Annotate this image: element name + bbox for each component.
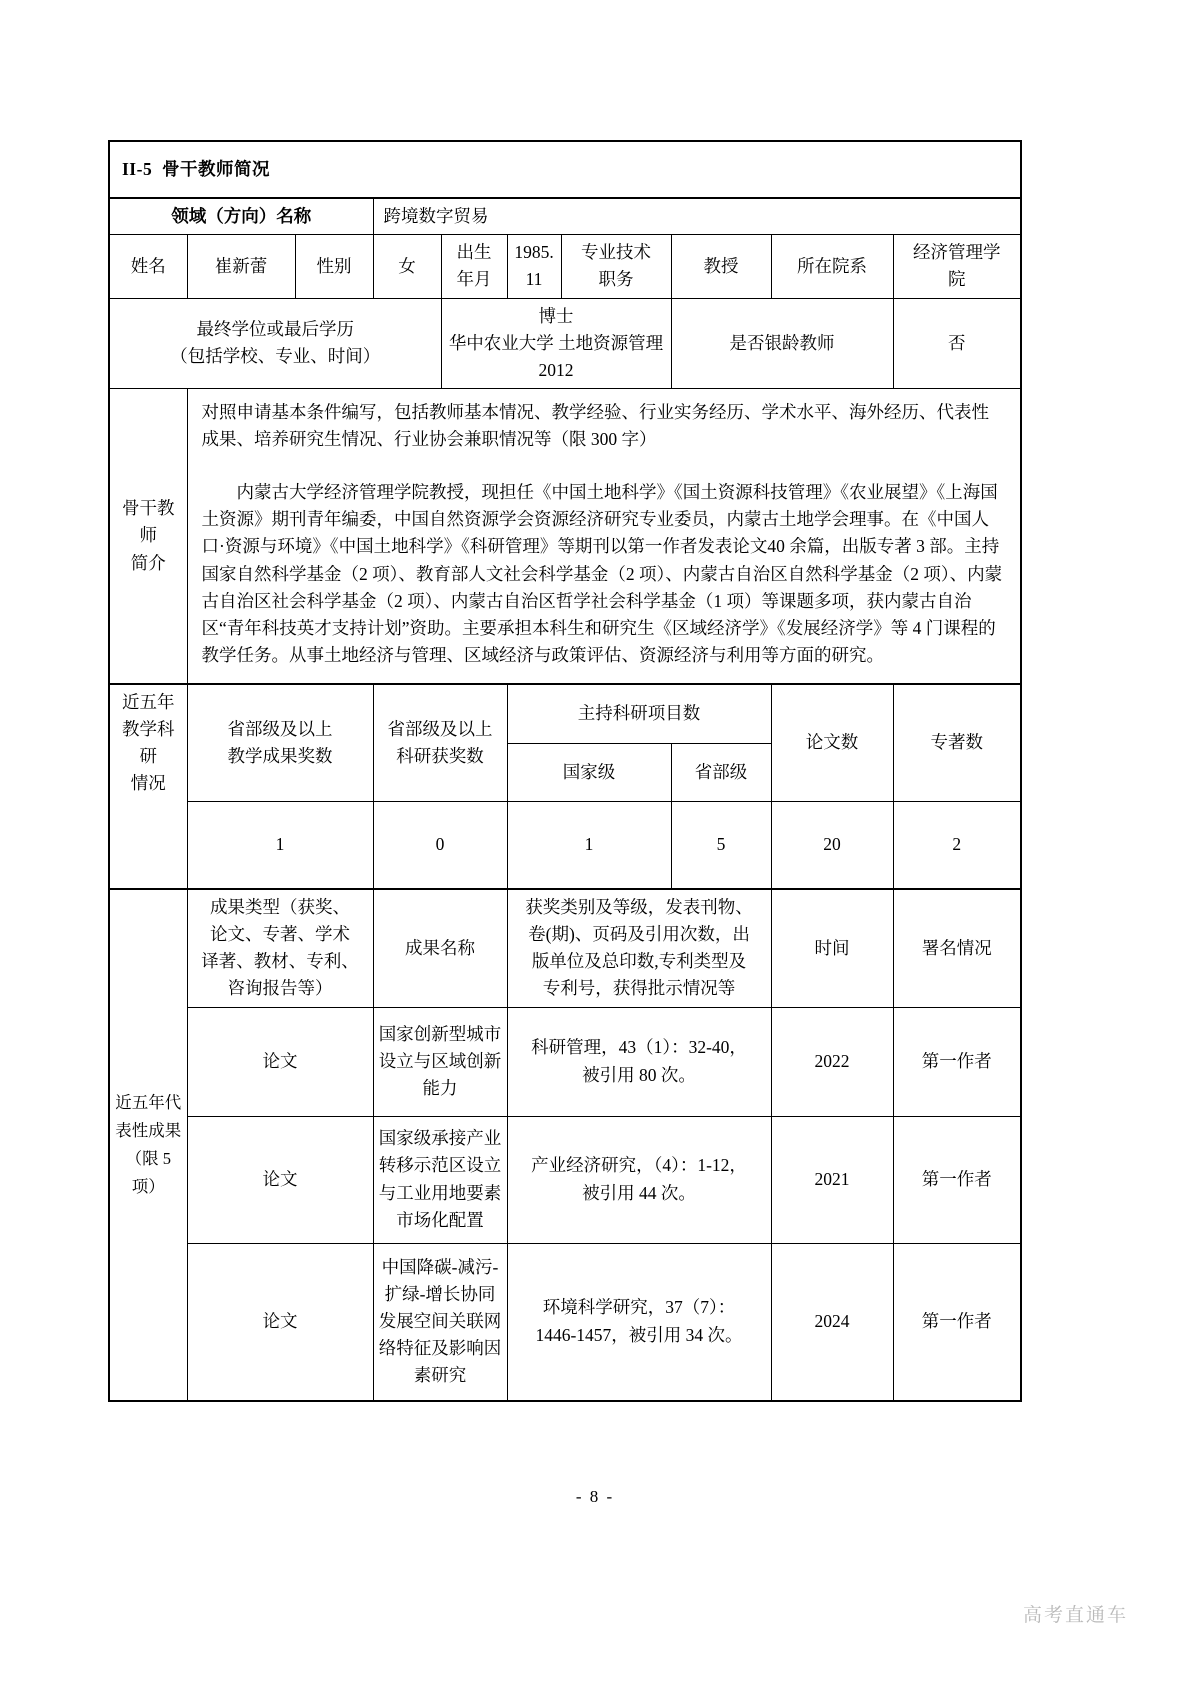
achievement-type: 论文: [187, 1243, 373, 1401]
ach-type-line1: 成果类型（获奖、: [210, 897, 350, 917]
stats-row-label-line3: 情况: [130, 773, 166, 794]
degree-row: [109, 298, 1021, 388]
name-label: 姓名: [109, 235, 187, 298]
research-award-line2: 科研获奖数: [396, 746, 484, 766]
birth-value-line1: 1985.: [514, 242, 554, 263]
field-label: 领域（方向）名称: [109, 198, 373, 235]
stats-row-label-line2: 教学科研: [122, 719, 175, 767]
achievements-header-authorship: 署名情况: [893, 889, 1021, 1007]
bio-content: 内蒙古大学经济管理学院教授，现担任《中国土地科学》《国土资源科技管理》《农业展望》《上海国土资源》期刊青年编委，中国自然资源学会资源经济研究专业委员，内蒙古土地学会理事。在《中国人口·资源与环境》《中国土地科学》《科研管理》等期刊以第一作者发表论文40 余篇，出版专著 3 部。主持国家自然科学基金（2 项）、教育部人文社会科学基金（2 项）、内蒙古自治区自然科学基金（2 项）、内蒙古自治区社会科学基金（2 项）、内蒙古自治区哲学社会科学基金（1 项）等课题多项，获内蒙古自治区“青年科技英才支持计划”资助。主要承担本科生和研究生《区域经济学》《发展经济学》等 4 门课程的教学任务。从事土地经济与管理、区域经济与政策评估、资源经济与利用等方面的研究。: [201, 482, 1003, 665]
achievement-authorship: 第一作者: [893, 1007, 1021, 1116]
senior-teacher-value: 否: [893, 298, 1021, 388]
department-label: 所在院系: [771, 235, 893, 298]
gender-label: 性别: [295, 235, 373, 298]
achievements-row-label-text: 近五年代 表性成果 （限 5 项）: [115, 1092, 182, 1196]
name-value: 崔新蕾: [187, 235, 295, 298]
table-row: [109, 1007, 1021, 1116]
table-row: [109, 1116, 1021, 1243]
achievement-detail: [507, 1007, 771, 1116]
section-title-cell: [109, 141, 1021, 198]
degree-label-line1: 最终学位或最后学历: [196, 319, 354, 340]
watermark: 高考直通车: [1022, 1605, 1128, 1626]
degree-value-line3: 2012: [538, 359, 574, 380]
stats-value-papers: 20: [771, 802, 893, 890]
gender-value: 女: [373, 235, 441, 298]
achievements-header-name: 成果名称: [373, 889, 507, 1007]
achievement-detail-line2: 被引用 80 次。: [582, 1064, 696, 1085]
stats-value-projects-provincial: 5: [671, 802, 771, 890]
department-value-line2: 院: [948, 269, 966, 290]
ach-detail-line2: 卷(期)、页码及引用次数，出: [528, 924, 750, 945]
achievement-name: 国家级承接产业转移示范区设立与工业用地要素市场化配置: [373, 1116, 507, 1243]
achievement-detail: [507, 1116, 771, 1243]
achievements-header-time: 时间: [771, 889, 893, 1007]
birth-value-line2: 11: [525, 269, 543, 290]
achievement-detail-line2: 被引用 44 次。: [582, 1182, 696, 1203]
achievement-type: 论文: [187, 1007, 373, 1116]
field-row: [109, 198, 1021, 235]
achievement-time: 2022: [771, 1007, 893, 1116]
achievement-time: 2021: [771, 1116, 893, 1243]
bio-body: [187, 388, 1021, 684]
job-title-label: [561, 235, 671, 298]
stats-row-label: [109, 684, 187, 802]
stats-value-projects-national: 1: [507, 802, 671, 890]
achievement-type: 论文: [187, 1116, 373, 1243]
basic-info-row: [109, 235, 1021, 298]
stats-header-research-award: [373, 684, 507, 802]
stats-values-row: [109, 802, 1021, 890]
stats-row-label-line1: 近五年: [122, 692, 175, 712]
teaching-award-line2: 教学成果奖数: [227, 746, 333, 766]
degree-label-line2: （包括学校、专业、时间）: [170, 346, 381, 367]
achievement-detail-line1: 产业经济研究，（4）：1-12，: [531, 1155, 747, 1176]
department-value-line1: 经济管理学: [913, 242, 1001, 263]
ach-type-line2: 论文、专著、学术: [210, 924, 350, 945]
page-number: - 8 -: [575, 1487, 615, 1506]
department-value: [893, 235, 1021, 298]
achievement-detail-line2: 1446-1457，被引用 34 次。: [535, 1324, 743, 1345]
degree-value-line1: 博士: [538, 305, 574, 326]
ach-detail-line3: 版单位及总印数,专利类型及: [531, 951, 747, 972]
job-title-value: 教授: [671, 235, 771, 298]
section-title-text: 骨干教师简况: [161, 159, 270, 179]
research-award-line1: 省部级及以上: [387, 718, 493, 739]
birth-label: [441, 235, 507, 298]
achievement-time: 2024: [771, 1243, 893, 1401]
stats-header-projects-provincial: 省部级: [671, 743, 771, 801]
achievement-name: 国家创新型城市设立与区域创新能力: [373, 1007, 507, 1116]
achievement-detail-line1: 科研管理，43（1）：32-40，: [531, 1037, 747, 1058]
bio-label: [109, 388, 187, 684]
stats-header-teaching-award: [187, 684, 373, 802]
degree-label: [109, 298, 441, 388]
stats-value-teaching-award: 1: [187, 802, 373, 890]
section-title-row: [109, 141, 1021, 198]
birth-value: [507, 235, 561, 298]
senior-teacher-label: 是否银龄教师: [671, 298, 893, 388]
achievement-authorship: 第一作者: [893, 1243, 1021, 1401]
achievement-name: 中国降碳-减污-扩绿-增长协同发展空间关联网络特征及影响因素研究: [373, 1243, 507, 1401]
degree-value: [441, 298, 671, 388]
ach-detail-line1: 获奖类别及等级，发表刊物、: [525, 897, 753, 917]
ach-type-line3: 译著、教材、专利、: [201, 951, 359, 972]
bio-label-line1: 骨干教师: [122, 498, 175, 546]
birth-label-line1: 出生: [456, 242, 492, 263]
achievement-detail-line1: 环境科学研究，37（7）：: [542, 1297, 736, 1318]
bio-label-line2: 简介: [130, 552, 166, 573]
stats-header-projects-national: 国家级: [507, 743, 671, 801]
field-value: 跨境数字贸易: [373, 198, 1021, 235]
ach-type-line4: 咨询报告等）: [227, 978, 333, 999]
achievements-row-label: [109, 889, 187, 1401]
stats-value-monographs: 2: [893, 802, 1021, 890]
job-title-label-line1: 专业技术: [581, 242, 651, 263]
bio-instruction: 对照申请基本条件编写，包括教师基本情况、教学经验、行业实务经历、学术水平、海外经历、代表性成果、培养研究生情况、行业协会兼职情况等（限 300 字）: [201, 401, 989, 449]
degree-value-line2: 华中农业大学 土地资源管理: [448, 332, 664, 353]
birth-label-line2: 年月: [456, 269, 492, 290]
table-row: [109, 1243, 1021, 1401]
stats-header-monographs: 专著数: [893, 684, 1021, 802]
teacher-profile-table: [108, 140, 1022, 1402]
job-title-label-line2: 职务: [598, 269, 634, 290]
teaching-award-line1: 省部级及以上: [227, 718, 333, 739]
ach-detail-line4: 专利号，获得批示情况等: [542, 978, 736, 999]
achievements-header-detail: [507, 889, 771, 1007]
achievements-header-row: [109, 889, 1021, 1007]
achievement-detail: [507, 1243, 771, 1401]
stats-row-label-spacer: [109, 802, 187, 890]
bio-row: [109, 388, 1021, 684]
section-number: II-5: [122, 159, 153, 179]
stats-header-projects: 主持科研项目数: [507, 684, 771, 743]
stats-header-papers: 论文数: [771, 684, 893, 802]
stats-header-row-1: [109, 684, 1021, 743]
achievement-authorship: 第一作者: [893, 1116, 1021, 1243]
achievements-header-type: [187, 889, 373, 1007]
stats-value-research-award: 0: [373, 802, 507, 890]
